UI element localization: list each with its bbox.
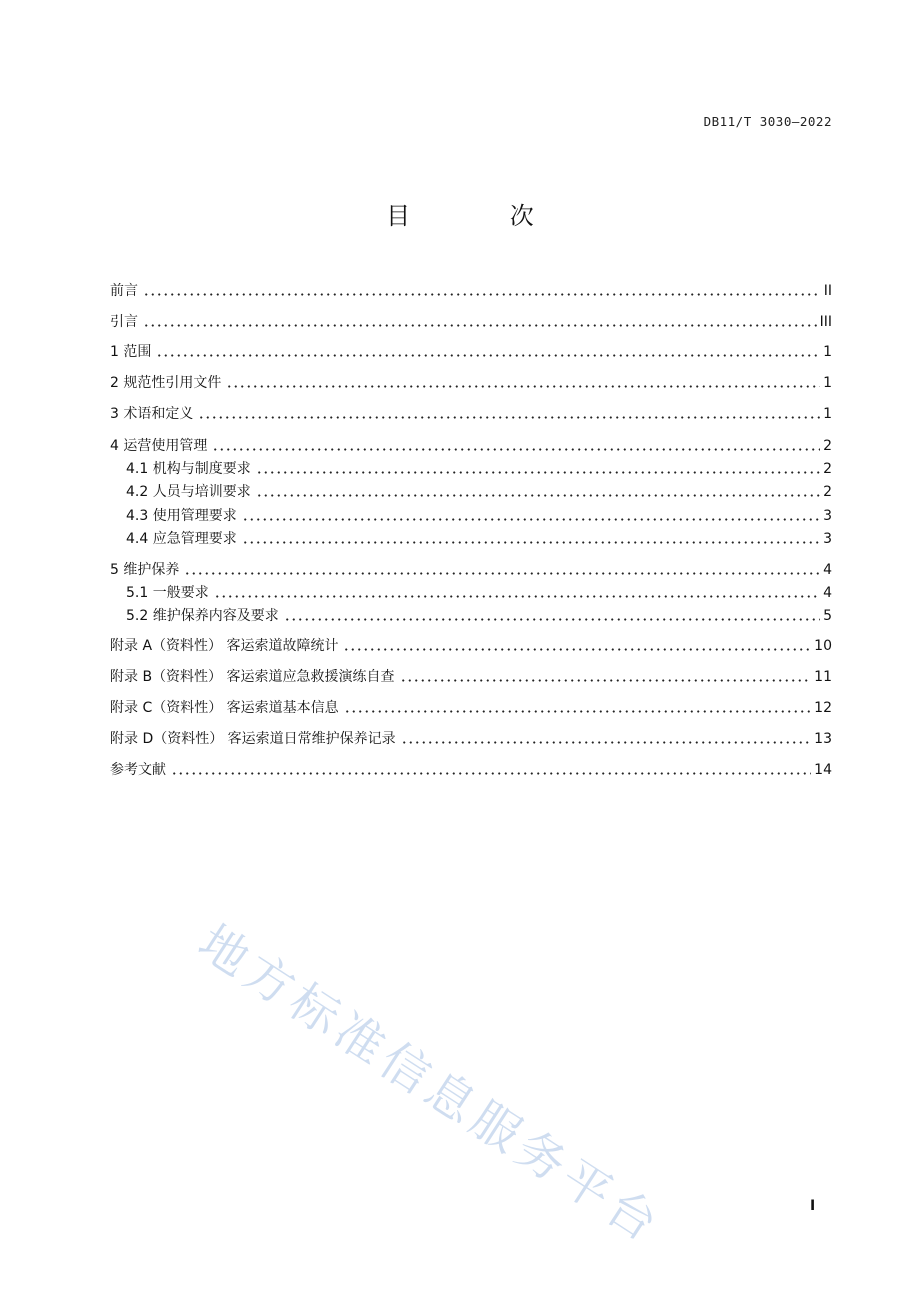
toc-entry-label: 附录 A（资料性） 客运索道故障统计 [110, 638, 339, 654]
toc-entry-page: 2 [823, 484, 832, 500]
toc-entry-page: 13 [814, 731, 832, 747]
toc-leader [214, 595, 820, 598]
toc-entry-label: 1 范围 [110, 344, 152, 360]
toc-entry-operation-management[interactable] [110, 436, 832, 456]
toc-leader [401, 741, 811, 744]
toc-leader [256, 471, 820, 474]
toc-leader [284, 618, 820, 621]
toc-entry-label: 附录 C（资料性） 客运索道基本信息 [110, 700, 339, 716]
toc-leader [143, 293, 821, 296]
toc-entry-label: 附录 D（资料性） 客运索道日常维护保养记录 [110, 731, 396, 747]
document-code: DB11/T 3030—2022 [703, 114, 832, 129]
toc-leader [184, 572, 820, 575]
toc-leader [156, 354, 820, 357]
toc-leader [198, 416, 820, 419]
toc-entry-label: 5.2 维护保养内容及要求 [126, 608, 279, 624]
toc-entry-page: 3 [823, 508, 832, 524]
toc-entry-4-1[interactable] [126, 459, 832, 479]
toc-entry-label: 5 维护保养 [110, 562, 180, 578]
toc-entry-appendix-c[interactable] [110, 698, 832, 718]
toc-entry-foreword[interactable] [110, 281, 832, 301]
toc-entry-4-3[interactable] [126, 506, 832, 526]
toc-entry-introduction[interactable] [110, 312, 832, 332]
toc-entry-label: 4.2 人员与培训要求 [126, 484, 251, 500]
toc-entry-page: 2 [823, 461, 832, 477]
toc-entry-page: 11 [814, 669, 832, 685]
toc-entry-bibliography[interactable] [110, 760, 832, 780]
page-number: I [810, 1198, 816, 1214]
toc-entry-page: 4 [823, 562, 832, 578]
toc-leader [226, 385, 820, 388]
toc-entry-page: II [823, 283, 832, 299]
toc-entry-label: 4 运营使用管理 [110, 438, 208, 454]
toc-leader [343, 648, 811, 651]
toc-leader [242, 518, 820, 521]
toc-entry-label: 附录 B（资料性） 客运索道应急救援演练自查 [110, 669, 395, 685]
toc-leader [212, 448, 820, 451]
toc-entry-label: 2 规范性引用文件 [110, 375, 222, 391]
toc-entry-page: 1 [823, 406, 832, 422]
toc-entry-4-4[interactable] [126, 529, 832, 549]
toc-entry-page: 4 [823, 585, 832, 601]
toc-leader [242, 541, 820, 544]
toc-entry-page: 5 [823, 608, 832, 624]
toc-entry-appendix-d[interactable] [110, 729, 832, 749]
toc-entry-terms[interactable] [110, 404, 832, 424]
toc-entry-4-2[interactable] [126, 482, 832, 502]
toc-entry-5-2[interactable] [126, 606, 832, 626]
toc-leader [400, 679, 812, 682]
toc-entry-page: 2 [823, 438, 832, 454]
toc-entry-maintenance[interactable] [110, 560, 832, 580]
toc-leader [344, 710, 811, 713]
toc-leader [143, 324, 817, 327]
toc-entry-label: 4.1 机构与制度要求 [126, 461, 251, 477]
toc-entry-page: III [819, 314, 832, 330]
page-title: 目 次 [386, 202, 580, 230]
toc-entry-scope[interactable] [110, 342, 832, 362]
toc-entry-page: 14 [814, 762, 832, 778]
toc-entry-label: 5.1 一般要求 [126, 585, 209, 601]
watermark: 地方标准信息服务平台 [188, 914, 672, 1256]
toc-entry-page: 12 [814, 700, 832, 716]
toc-entry-normative-references[interactable] [110, 373, 832, 393]
toc-entry-5-1[interactable] [126, 583, 832, 603]
toc-entry-page: 1 [823, 375, 832, 391]
toc-entry-label: 参考文献 [110, 762, 166, 778]
toc-entry-page: 3 [823, 531, 832, 547]
toc-entry-label: 3 术语和定义 [110, 406, 194, 422]
toc-entry-label: 4.4 应急管理要求 [126, 531, 237, 547]
toc-leader [171, 772, 811, 775]
toc-entry-appendix-b[interactable] [110, 667, 832, 687]
toc-entry-appendix-a[interactable] [110, 636, 832, 656]
toc-entry-page: 10 [814, 638, 832, 654]
toc-leader [256, 494, 820, 497]
toc-entry-label: 前言 [110, 283, 138, 299]
toc-entry-label: 4.3 使用管理要求 [126, 508, 237, 524]
toc-entry-page: 1 [823, 344, 832, 360]
toc-entry-label: 引言 [110, 314, 138, 330]
